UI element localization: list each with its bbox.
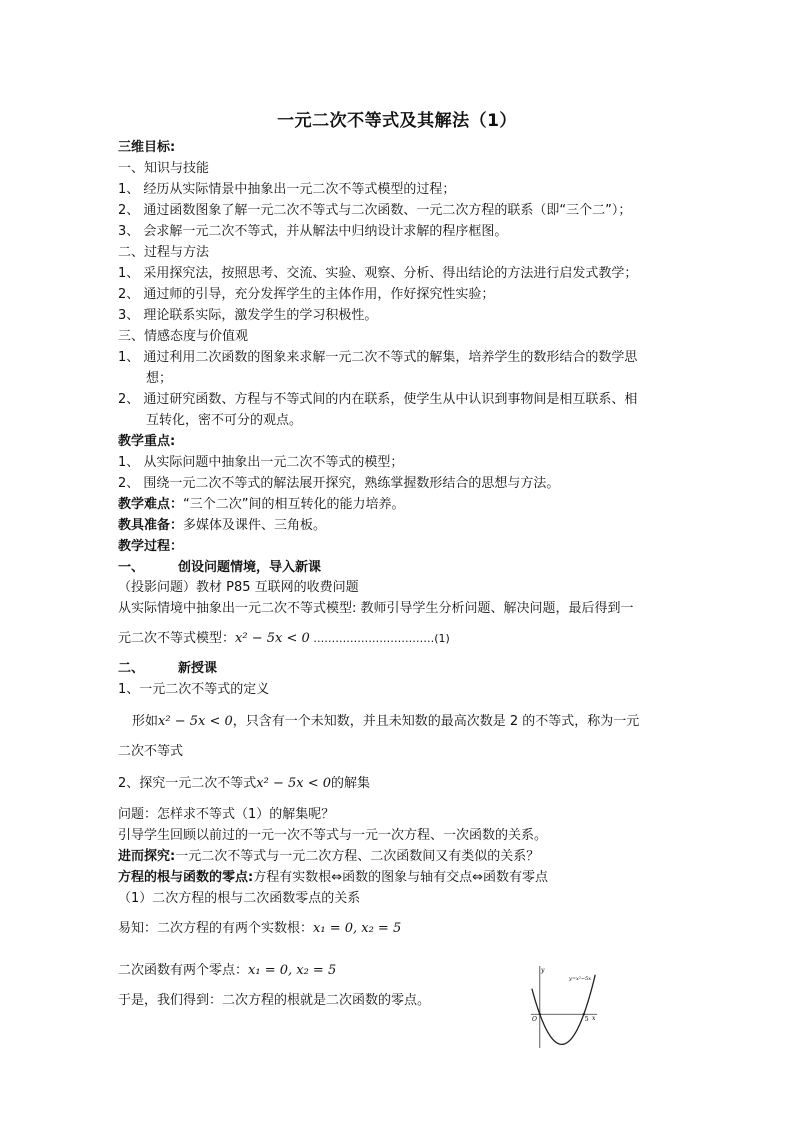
part1-line: 从实际情境中抽象出一元二次不等式模型: 教师引导学生分析问题、解决问题，最后得到一 [118, 601, 634, 616]
explore-prefix: 2、探究一元二次不等式 [118, 776, 257, 791]
part1-title: 创设问题情境，导入新课 [178, 560, 322, 575]
zeros-formula: x₁ = 0, x₂ = 5 [248, 963, 337, 978]
tools-line [118, 517, 326, 535]
objectives-heading: 三维目标: [118, 140, 176, 155]
difficulty-text: “三个二次”间的相互转化的能力培养。 [183, 497, 405, 512]
definition-prefix: 形如 [132, 714, 159, 729]
roots-line [118, 920, 401, 938]
deep-explore-label: 进而探究: [118, 849, 176, 864]
section-attitude: 三、情感态度与价值观 [118, 329, 249, 344]
root-point [539, 1013, 541, 1015]
roots-zeros-text: 方程有实数根⇔函数的图象与轴有交点⇔函数有零点 [253, 870, 548, 885]
parabola-curve [532, 975, 595, 1045]
explore-formula: x² − 5x < 0 [256, 776, 332, 791]
root-point [583, 1013, 585, 1015]
objective-item: 3、 理论联系实际，激发学生的学习积极性。 [118, 308, 378, 323]
roots-prefix: 易知：二次方程的有两个实数根： [118, 921, 314, 936]
question-line: 问题：怎样求不等式（1）的解集呢？ [118, 807, 335, 822]
subsection-heading: （1）二次方程的根与二次函数零点的关系 [118, 891, 361, 906]
objective-item: 3、 会求解一元二次不等式，并从解法中归纳设计求解的程序框图。 [118, 224, 508, 239]
objective-item: 2、 通过函数图象了解一元二次不等式与二次函数、一元二次方程的联系（即“三个二”）； [118, 203, 632, 218]
roots-formula: x₁ = 0, x₂ = 5 [313, 921, 402, 936]
roots-zeros-label: 方程的根与函数的零点: [118, 870, 254, 885]
guide-line: 引导学生回顾以前过的一元一次不等式与一元一次方程、一次函数的关系。 [118, 828, 548, 843]
graph-x-label: x [592, 1015, 596, 1022]
graph-origin-label: O [532, 1016, 537, 1023]
definition-line [132, 713, 639, 731]
definition-cont: 二次不等式 [118, 744, 184, 759]
tools-text: 多媒体及课件、三角板。 [183, 518, 327, 533]
roots-zeros-line [118, 869, 548, 887]
graph-y-label: y [541, 967, 545, 974]
difficulty-line [118, 496, 405, 514]
definition-formula: x² − 5x < 0 [158, 714, 233, 729]
objective-item: 1、 采用探究法，按照思考、交流、实验、观察、分析、得出结论的方法进行启发式教学； [118, 266, 638, 281]
part2-title: 新授课 [178, 661, 218, 676]
objective-item: 2、 通过师的引导，充分发挥学生的主体作用，作好探究性实验； [118, 287, 495, 302]
objective-item: 2、 通过研究函数、方程与不等式间的内在联系，使学生从中认识到事物间是相互联系、相 [118, 392, 638, 407]
objective-item: 1、 通过利用二次函数的图象来求解一元二次不等式的解集，培养学生的数形结合的数学思 [118, 350, 638, 365]
objective-item-cont: 想； [146, 371, 173, 386]
difficulty-label: 教学难点： [118, 497, 184, 512]
zeros-line [118, 962, 336, 980]
keypoint-item: 1、 从实际问题中抽象出一元二次不等式的模型； [118, 455, 404, 470]
process-heading: 教学过程： [118, 539, 184, 554]
deep-explore-text: 一元二次不等式与一元二次方程、二次函数间又有类似的关系？ [175, 849, 540, 864]
graph-tick-label: 5 [584, 1016, 589, 1024]
parabola-graph [529, 962, 599, 1050]
model-line [118, 630, 450, 648]
objective-item: 1、 经历从实际情景中抽象出一元二次不等式模型的过程； [118, 182, 456, 197]
part1-line: （投影问题）教材 P85 互联网的收费问题 [118, 580, 359, 595]
part2-heading [118, 660, 217, 678]
definition-text: ，只含有一个未知数，并且未知数的最高次数是 2 的不等式，称为一元 [232, 714, 640, 729]
model-formula: x² − 5x < 0 [235, 631, 310, 646]
graph-function-label: y=x²−5x [569, 976, 592, 982]
keypoints-heading: 教学重点: [118, 434, 176, 449]
part1-number: 一、 [118, 560, 145, 575]
part1-heading [118, 559, 321, 577]
explore-line [118, 775, 370, 793]
explore-suffix: 的解集 [331, 776, 371, 791]
deep-explore-line [118, 848, 539, 866]
section-knowledge: 一、知识与技能 [118, 161, 210, 176]
keypoint-item: 2、 围绕一元二次不等式的解法展开探究，熟练掌握数形结合的思想与方法。 [118, 476, 560, 491]
definition-heading: 1、一元二次不等式的定义 [118, 682, 270, 697]
zeros-prefix: 二次函数有两个零点： [118, 963, 249, 978]
part2-number: 二、 [118, 661, 145, 676]
objective-item-cont: 互转化，密不可分的观点。 [146, 413, 303, 428]
conclusion-line: 于是，我们得到：二次方程的根就是二次函数的零点。 [118, 993, 431, 1008]
model-equation-number: ……………………………(1) [309, 632, 450, 645]
tools-label: 教具准备： [118, 518, 184, 533]
document-title: 一元二次不等式及其解法（1） [277, 111, 517, 131]
model-label: 元二次不等式模型： [118, 631, 236, 646]
section-process: 二、过程与方法 [118, 245, 210, 260]
